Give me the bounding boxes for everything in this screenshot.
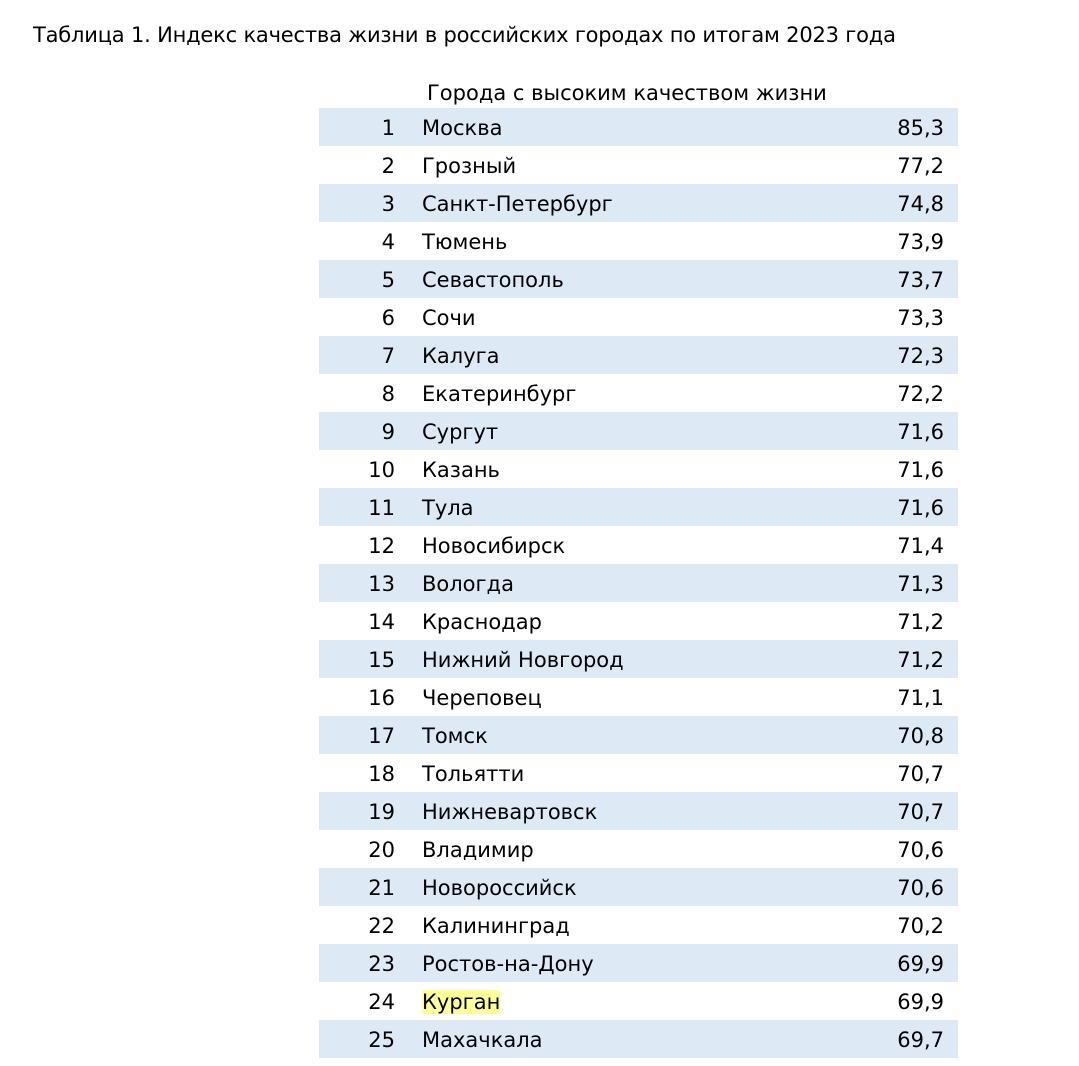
table-row	[319, 184, 958, 222]
score-cell: 85,3	[897, 116, 944, 140]
city-name: Череповец	[422, 686, 542, 710]
city-name: Санкт-Петербург	[422, 192, 613, 216]
city-name: Новороссийск	[422, 876, 577, 900]
score-cell: 72,2	[897, 382, 944, 406]
rank-cell: 3	[381, 192, 395, 216]
city-name: Тюмень	[422, 230, 508, 254]
rank-cell: 25	[368, 1028, 395, 1052]
rank-cell: 7	[381, 344, 395, 368]
city-cell	[422, 336, 500, 374]
city-cell	[422, 792, 597, 830]
table-row	[319, 868, 958, 906]
table-row	[319, 754, 958, 792]
table-row	[319, 260, 958, 298]
rank-cell: 18	[368, 762, 395, 786]
score-cell: 71,2	[897, 648, 944, 672]
table-row	[319, 146, 958, 184]
city-cell	[422, 260, 564, 298]
rank-cell: 11	[368, 496, 395, 520]
city-name: Грозный	[422, 154, 517, 178]
rank-cell: 21	[368, 876, 395, 900]
table-row	[319, 526, 958, 564]
city-cell	[422, 298, 476, 336]
table-row	[319, 830, 958, 868]
city-cell	[422, 754, 524, 792]
city-name: Москва	[422, 116, 503, 140]
city-name: Сочи	[422, 306, 476, 330]
city-cell	[422, 146, 516, 184]
city-name: Томск	[422, 724, 488, 748]
city-name: Махачкала	[422, 1028, 543, 1052]
rank-cell: 6	[381, 306, 395, 330]
table-row	[319, 488, 958, 526]
city-cell	[422, 526, 565, 564]
table-row	[319, 716, 958, 754]
city-name: Тольятти	[422, 762, 525, 786]
city-cell	[422, 374, 576, 412]
city-name: Тула	[422, 496, 474, 520]
rank-cell: 23	[368, 952, 395, 976]
score-cell: 70,6	[897, 838, 944, 862]
score-cell: 70,7	[897, 762, 944, 786]
score-cell: 70,7	[897, 800, 944, 824]
table-row	[319, 222, 958, 260]
rank-cell: 16	[368, 686, 395, 710]
city-cell	[422, 108, 502, 146]
city-cell	[422, 602, 542, 640]
score-cell: 73,9	[897, 230, 944, 254]
city-name: Казань	[422, 458, 500, 482]
score-cell: 74,8	[897, 192, 944, 216]
score-cell: 70,6	[897, 876, 944, 900]
rank-cell: 14	[368, 610, 395, 634]
score-cell: 69,9	[897, 990, 944, 1014]
score-cell: 70,2	[897, 914, 944, 938]
table-row	[319, 336, 958, 374]
city-cell	[422, 944, 594, 982]
score-cell: 71,6	[897, 496, 944, 520]
rank-cell: 20	[368, 838, 395, 862]
table-row	[319, 450, 958, 488]
rank-cell: 5	[381, 268, 395, 292]
rank-cell: 13	[368, 572, 395, 596]
table-row	[319, 906, 958, 944]
table-row	[319, 944, 958, 982]
city-name: Екатеринбург	[422, 382, 577, 406]
rank-cell: 4	[381, 230, 395, 254]
city-name: Калининград	[422, 914, 570, 938]
rank-cell: 15	[368, 648, 395, 672]
table-row	[319, 678, 958, 716]
score-cell: 77,2	[897, 154, 944, 178]
table-row	[319, 298, 958, 336]
city-cell	[422, 1020, 543, 1058]
score-cell: 71,3	[897, 572, 944, 596]
table-caption: Города с высоким качеством жизни	[427, 81, 827, 105]
rank-cell: 22	[368, 914, 395, 938]
table-row	[319, 792, 958, 830]
table-row	[319, 602, 958, 640]
score-cell: 73,7	[897, 268, 944, 292]
table-row	[319, 374, 958, 412]
city-cell	[422, 222, 507, 260]
rank-cell: 12	[368, 534, 395, 558]
rank-cell: 19	[368, 800, 395, 824]
score-cell: 73,3	[897, 306, 944, 330]
rank-cell: 10	[368, 458, 395, 482]
rank-cell: 9	[381, 420, 395, 444]
city-name: Краснодар	[422, 610, 542, 634]
table-row	[319, 412, 958, 450]
city-name: Нижний Новгород	[422, 648, 624, 672]
table-row	[319, 1020, 958, 1058]
city-cell	[422, 412, 498, 450]
highlighted-city-name: Курган	[422, 990, 501, 1014]
score-cell: 69,9	[897, 952, 944, 976]
city-cell	[422, 868, 577, 906]
city-cell	[422, 716, 488, 754]
table-row	[319, 640, 958, 678]
city-name: Вологда	[422, 572, 514, 596]
score-cell: 71,6	[897, 458, 944, 482]
city-name: Ростов-на-Дону	[422, 952, 594, 976]
score-cell: 71,1	[897, 686, 944, 710]
city-cell	[422, 640, 624, 678]
rank-cell: 8	[381, 382, 395, 406]
rank-cell: 24	[368, 990, 395, 1014]
score-cell: 69,7	[897, 1028, 944, 1052]
city-cell	[422, 184, 613, 222]
score-cell: 71,4	[897, 534, 944, 558]
table-row	[319, 982, 958, 1020]
city-cell	[422, 982, 500, 1020]
city-name: Калуга	[422, 344, 500, 368]
city-name: Владимир	[422, 838, 534, 862]
city-name: Новосибирск	[422, 534, 566, 558]
city-cell	[422, 678, 542, 716]
score-cell: 71,2	[897, 610, 944, 634]
rank-cell: 17	[368, 724, 395, 748]
table-row	[319, 108, 958, 146]
city-cell	[422, 488, 474, 526]
city-cell	[422, 830, 534, 868]
city-cell	[422, 564, 514, 602]
rank-cell: 1	[381, 116, 395, 140]
score-cell: 72,3	[897, 344, 944, 368]
city-name: Севастополь	[422, 268, 564, 292]
score-cell: 71,6	[897, 420, 944, 444]
page-title: Таблица 1. Индекс качества жизни в российских городах по итогам 2023 года	[33, 23, 896, 47]
city-name: Сургут	[422, 420, 499, 444]
city-cell	[422, 906, 570, 944]
table-row	[319, 564, 958, 602]
city-cell	[422, 450, 500, 488]
ranking-table	[319, 108, 958, 1058]
rank-cell: 2	[381, 154, 395, 178]
city-name: Нижневартовск	[422, 800, 598, 824]
score-cell: 70,8	[897, 724, 944, 748]
